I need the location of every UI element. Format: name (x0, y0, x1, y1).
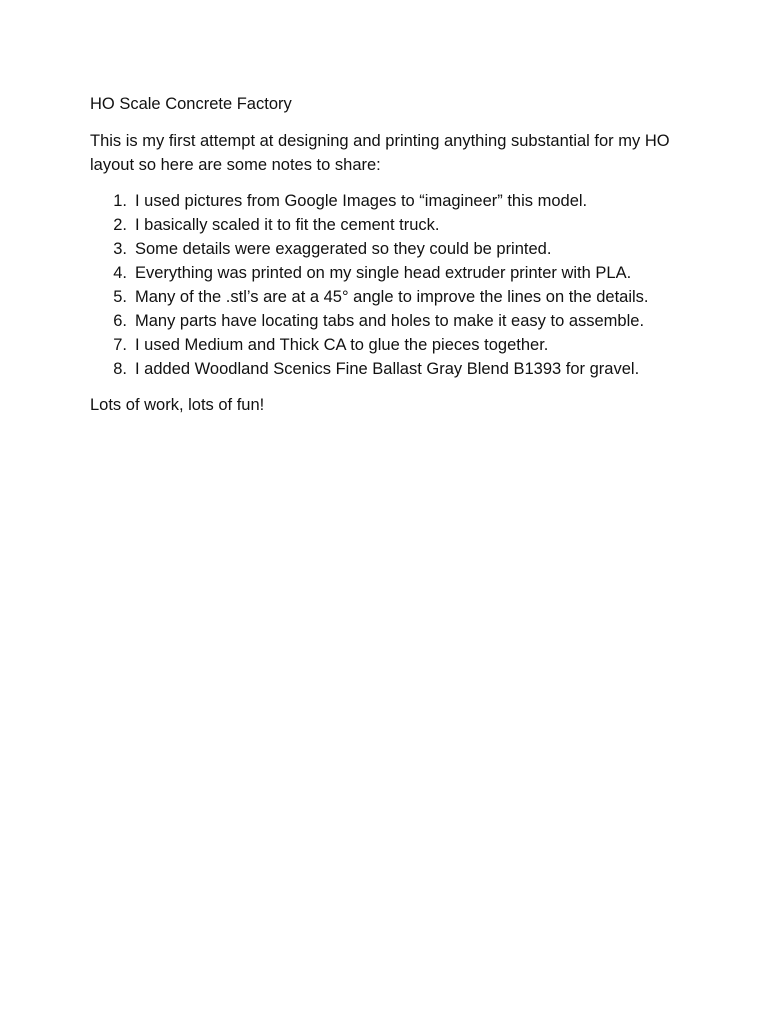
list-item-text: Some details were exaggerated so they could be printed. (135, 240, 552, 258)
list-item-number: 7. (113, 336, 127, 354)
list-item (90, 309, 690, 333)
notes-list (90, 189, 690, 381)
list-item-text: Many of the .stl’s are at a 45° angle to improve the lines on the details. (135, 288, 649, 306)
list-item (90, 237, 690, 261)
document-page (90, 92, 690, 417)
list-item-number: 6. (113, 312, 127, 330)
list-item-number: 2. (113, 216, 127, 234)
list-item-text: I used pictures from Google Images to “imagineer” this model. (135, 192, 588, 210)
list-item-text: I used Medium and Thick CA to glue the pieces together. (135, 336, 549, 354)
list-item-number: 5. (113, 288, 127, 306)
list-item-text: Everything was printed on my single head extruder printer with PLA. (135, 264, 632, 282)
list-item-text: I added Woodland Scenics Fine Ballast Gray Blend B1393 for gravel. (135, 360, 640, 378)
list-item (90, 285, 690, 309)
list-item-number: 3. (113, 240, 127, 258)
document-title: HO Scale Concrete Factory (90, 95, 292, 113)
list-item (90, 261, 690, 285)
list-item (90, 213, 690, 237)
list-item (90, 189, 690, 213)
list-item (90, 333, 690, 357)
list-item (90, 357, 690, 381)
intro-paragraph: This is my first attempt at designing and printing anything substantial for my HO layout so here are some notes to share: (90, 132, 670, 174)
closing-paragraph: Lots of work, lots of fun! (90, 396, 265, 414)
list-item-number: 8. (113, 360, 127, 378)
list-item-number: 1. (113, 192, 127, 210)
list-item-text: Many parts have locating tabs and holes to make it easy to assemble. (135, 312, 645, 330)
list-item-number: 4. (113, 264, 127, 282)
list-item-text: I basically scaled it to fit the cement truck. (135, 216, 440, 234)
